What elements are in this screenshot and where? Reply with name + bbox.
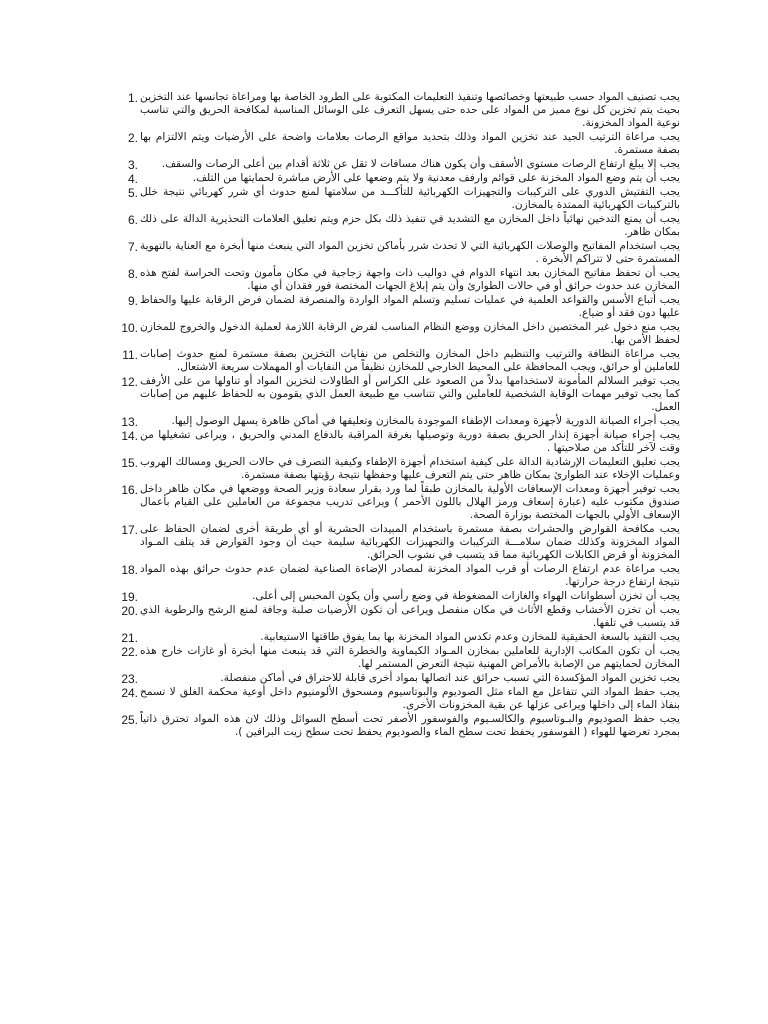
list-item-number: 1. [127,91,138,105]
list-item-number: 5. [127,186,138,201]
list-item [112,686,680,712]
list-item-number: 15. [121,456,138,471]
list-item-number: 3. [127,157,138,172]
list-item [112,158,680,171]
list-item-number: 9. [127,294,138,309]
list-item-text: يجب أن تخزن أسطوانات الهواء والغازات المضغوطة في وضع رأسي وأن يكون المحبس إلى أعلى. [252,589,680,602]
list-item [112,590,680,603]
list-item-text: يجب إجراء صيانة أجهزة إنذار الحريق بصفة دورية وتوصيلها بغرفة المراقبة بالدفاع المدني والحريق ، ويراعى تشغيلها من وقت لآخر للتأكد من صلاحيتها . [140,429,680,454]
list-item [112,415,680,428]
list-item-number: 12. [121,375,138,390]
list-item-text: يجب التفتيش الدوري على التركيبات والتجهيزات الكهربائية للتأكـــد من سلامتها لمنع حدوث أي شرر كهربائي نتيجة خلل بالتركيبات الكهربائية الممتدة بالمخازن. [140,186,680,211]
list-item-number: 22. [121,645,138,660]
list-item-text: يجب تصنيف المواد حسب طبيعتها وخصائصها وتنفيذ التعليمات المكتوبة على الطرود الخاصة بها ومراعاة تجانسها عند التخزين بحيث يتم تخزين كل نوع مميز من المواد على حده حتى يسهل التعرف على الوسائل المناسبة لمكافحة الحريق والتي تناسب نوعية المواد المخزونة. [140,91,680,129]
list-item-text: يجب أن يمنع التدخين نهائياً داخل المخازن مع التشديد في تنفيذ ذلك بكل حزم ويتم تعليق العلامات التحذيرية الدالة على ذلك بمكان ظاهر. [140,213,680,238]
list-item-number: 2. [127,130,138,145]
list-item-text: يجب توفير أجهزة ومعدات الإسعافات الأولية بالمخازن طبقاً لما ورد بقرار سعادة وزير الصحة ووضعها في مكان ظاهر داخل صندوق مكتوب عليه (عبارة إسعاف ورمز الهلال باللون الأحمر ) ويراعى تدريب مجموعة من العاملين على القيام بأعمال الإسعاف الأولي بالجهات المختصة بوزارة الصحة. [140,483,680,521]
list-item [112,645,680,671]
list-item [112,294,680,320]
list-item-number: 14. [121,429,138,444]
list-item-number: 18. [121,562,138,577]
list-item-number: 17. [121,523,138,537]
safety-instructions-list [112,91,680,740]
list-item [112,348,680,374]
list-item-text: يجب حفظ الصوديوم والبـوتاسيوم والكالسـيوم والفوسفور الأصفر تحت أسطح السوائل وذلك لان هذه المواد تحترق ذاتياً بمجرد تعرضها للهواء ( الفوسفور يحفظ تحت سطح الماء والصوديوم يحفظ تحت سطح زيت البرافين ). [140,713,680,739]
list-item-number: 25. [121,713,138,728]
list-item [112,604,680,630]
list-item-text: يجب منع دخول غير المختصين داخل المخازن ووضع النظام المناسب لفرض الرقابة اللازمة لعملية الدخول والخروج للمخازن لحفظ الأمن بها. [140,321,680,346]
list-item-number: 10. [121,321,138,336]
list-item-text: يجب مراعاة النظافة والترتيب والتنظيم داخل المخازن والتخلص من نفايات التخزين بصفة مستمرة لمنع حدوث إصابات للعاملين أو حرائق، ويجب المحافظة على المحيط الخارجي للمخازن نظيفاً من النفايات أو المهملات سريعة الاشتعال. [140,348,680,373]
list-item [112,429,680,455]
list-item-number: 24. [121,686,138,701]
list-item-text: يجب مراعاة عدم ارتفاع الرصات أو قرب المواد المخزنة لمصادر الإضاءة الصناعية لضمان عدم حدوث حرائق بهذه المواد نتيجة ارتفاع درجة حرارتها. [140,562,680,588]
list-item-text: يجب التقيد بالسعة الحقيقية للمخازن وعدم تكدس المواد المخزنة بها بما يفوق طاقتها الاستيعابية. [260,631,680,643]
list-item [112,483,680,522]
list-item [112,213,680,239]
list-item-number: 11. [122,348,138,363]
list-item-text: يجب أن يتم وضع المواد المخزنة على قوائم وارفف معدنية ولا يتم وضعها على الأرض مباشرة لحمايتها من التلف. [192,172,680,184]
list-item-text: يجب إلا يبلغ ارتفاع الرصات مستوى الأسقف وأن يكون هناك مسافات لا تقل عن ثلاثة أقدام بين أعلى الرصات والسقف. [161,157,680,170]
list-item-number: 19. [121,589,138,604]
list-item-text: يجب مكافحة القوارض والحشرات بصفة مستمرة باستخدام المبيدات الحشرية أو أي طريقة أخرى لضمان الحفاظ على المواد المخزونة وكذلك ضمان سلامـــة التركيبات والتجهيزات الكهربائية سليمة حيث أن وجود القوارض قد يتلف المـواد المخزونة أو قرض الكابلات الكهربائية مما قد يتسبب في نشوب الحرائق. [140,523,680,561]
list-item [112,131,680,157]
list-item [112,375,680,414]
list-item-number: 4. [127,172,138,186]
list-item-text: يجب أجراء الصيانة الدورية لأجهزة ومعدات الإطفاء الموجودة بالمخازن وتعليقها في أماكن ظاهرة يسهل الوصول إليها. [171,415,680,427]
list-item [112,563,680,589]
list-item [112,631,680,644]
list-item [112,91,680,130]
list-item-number: 8. [127,267,138,282]
list-item-number: 21. [121,631,138,645]
list-item [112,523,680,562]
list-item [112,321,680,347]
list-item-number: 16. [121,483,138,498]
list-item-text: يجب أن تكون المكاتب الإدارية للعاملين بمخازن المـواد الكيماوية والخطرة التي قد ينبعث منها أبخرة أو غازات خارج هذه المخازن لحمايتهم من الإصابة بالأمراض المهنية نتيجة التعرض المستمر لها. [140,645,680,670]
list-item [112,172,680,185]
list-item-number: 23. [121,672,138,687]
list-item-number: 6. [127,213,138,228]
list-item-text: يجب أن تحفظ مفاتيح المخازن بعد انتهاء الدوام في دواليب ذات واجهة زجاجية في مكان مأمون وتحت الحراسة لفتح هذه المخازن عند حدوث حرائق أو في حالات الطوارئ وأن يتم إبلاغ الجهات المختصة فور فقدان أي منها. [140,267,680,292]
list-item-number: 13. [121,415,138,429]
list-item [112,267,680,293]
list-item [112,456,680,482]
list-item [112,713,680,739]
list-item-text: يجب تعليق التعليمات الإرشادية الدالة على كيفية استخدام أجهزة الإطفاء وكيفية التصرف في حالات الحريق ومسالك الهروب وعمليات الإخلاء عند الطوارئ بمكان ظاهر حتى يتم التعرف عليها وحفظها نتيجة رؤيتها بصفة مستمرة. [140,456,680,481]
list-item-text: يجب أن تخزن الأخشاب وقطع الأثاث في مكان منفصل ويراعى أن تكون الأرضيات صلبة وجافة لمنع الرشح والرطوبة الذي قد يتسبب في تلفها. [140,604,680,629]
list-item-number: 20. [121,604,138,618]
list-item-text: يجب توفير السلالم المأمونة لاستخدامها بدلاً من الصعود على الكراس أو الطاولات لتخزين المواد أو تناولها من على الأرفف كما يجب توفير مهمات الوقاية الشخصية للعاملين والتي تتناسب مع طبيعة العمل الذي يقومون به للحفاظ عليهم من إصابات العمل. [140,375,680,413]
list-item-text: يجب تخزين المواد المؤكسدة التي تسبب حرائق عند اتصالها بمواد أخرى قابلة للاحتراق في أماكن منفصلة. [220,672,680,685]
list-item-number: 7. [127,240,138,255]
list-item [112,240,680,266]
list-item-text: يجب استخدام المفاتيح والوصلات الكهربائية التي لا تحدث شرر بأماكن تخزين المواد التي ينبعث منها أبخرة مع العناية بالتهوية المستمرة حتى لا تتراكم الأبخرة . [140,240,680,265]
list-item [112,186,680,212]
list-item-text: يجب حفظ المواد التي تتفاعل مع الماء مثل الصوديوم والبوتاسيوم ومسحوق الألومنيوم داخل أوعية محكمة الغلق لا تسمح بنفاذ الماء إلى داخلها ويراعى عزلها عن بقية المخزونات الأخرى. [140,686,680,712]
list-item-text: يجب أتباع الأسس والقواعد العلمية في عمليات تسليم وتسلم المواد الواردة والمنصرفة لضمان فرض الرقابة عليها والحفاظ عليها دون فقد أو ضياع. [140,294,680,319]
list-item-text: يجب مراعاة الترتيب الجيد عند تخزين المواد وذلك بتحديد مواقع الرصات بعلامات واضحة على الأرضيات ويتم الالتزام بها بصفة مستمرة. [140,130,680,156]
list-item [112,672,680,685]
